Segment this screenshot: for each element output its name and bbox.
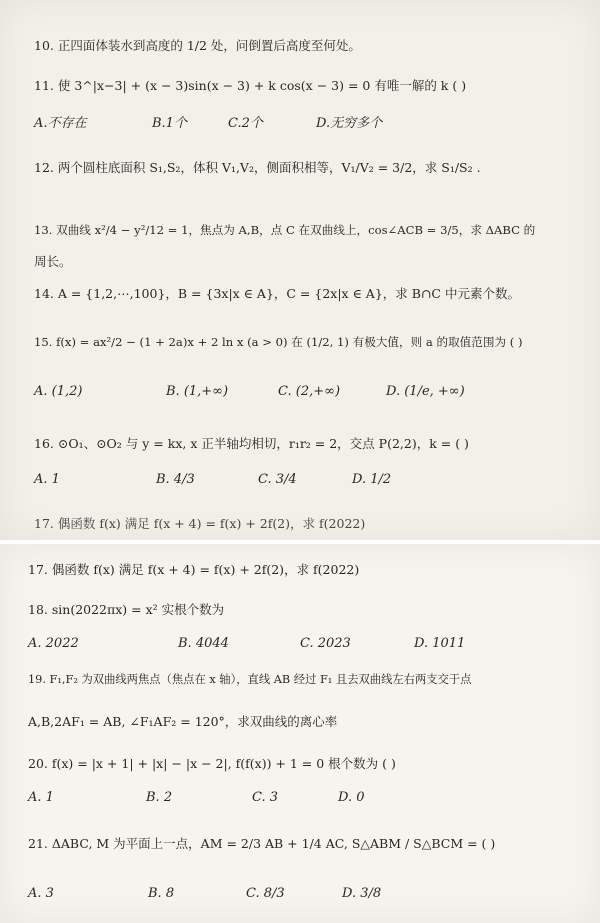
question-16: 16. ⊙O₁、⊙O₂ 与 y = kx, x 正半轴均相切，r₁r₂ = 2，交点 P(2,2)，k = ( ) — [34, 436, 469, 451]
question-11: 11. 使 3^|x−3| + (x − 3)sin(x − 3) + k cos(x − 3) = 0 有唯一解的 k ( ) — [34, 78, 467, 93]
q20-option-d: D. 0 — [338, 790, 365, 805]
question-10: 10. 正四面体装水到高度的 1/2 处，问倒置后高度至何处。 — [34, 38, 361, 53]
question-21: 21. ΔABC, M 为平面上一点，AM = 2/3 AB + 1/4 AC, S△ABM / S△BCM = ( ) — [28, 836, 496, 851]
exam-photo-bottom — [0, 544, 600, 923]
question-17-partial: 17. 偶函数 f(x) 满足 f(x + 4) = f(x) + 2f(2)，求 f(2022) — [34, 516, 366, 531]
question-19-line1: 19. F₁,F₂ 为双曲线两焦点（焦点在 x 轴），直线 AB 经过 F₁ 且去双曲线左右两支交于点 — [28, 673, 472, 686]
q21-option-b: B. 8 — [148, 886, 175, 901]
q11-option-d: D.无穷多个 — [316, 116, 383, 131]
question-13-line2: 周长。 — [34, 254, 72, 269]
q15-option-b: B. (1,+∞) — [166, 384, 229, 399]
q16-option-d: D. 1/2 — [352, 472, 392, 487]
question-19-line2: A,B,2AF₁ = AB, ∠F₁AF₂ = 120°，求双曲线的离心率 — [28, 714, 338, 729]
q20-option-c: C. 3 — [252, 790, 279, 805]
q11-option-c: C.2个 — [228, 116, 263, 131]
q16-option-c: C. 3/4 — [258, 472, 297, 487]
q21-option-a: A. 3 — [28, 886, 54, 901]
q20-option-b: B. 2 — [146, 790, 173, 805]
question-15: 15. f(x) = ax²/2 − (1 + 2a)x + 2 ln x (a > 0) 在 (1/2, 1) 有极大值，则 a 的取值范围为 ( ) — [34, 335, 523, 349]
q21-option-d: D. 3/8 — [342, 886, 382, 901]
question-17: 17. 偶函数 f(x) 满足 f(x + 4) = f(x) + 2f(2)，求 f(2022) — [28, 562, 360, 577]
question-13-line1: 13. 双曲线 x²/4 − y²/12 = 1，焦点为 A,B，点 C 在双曲线上，cos∠ACB = 3/5，求 ΔABC 的 — [34, 223, 536, 237]
question-20: 20. f(x) = |x + 1| + |x| − |x − 2|, f(f(x)) + 1 = 0 根个数为 ( ) — [28, 756, 396, 771]
question-14: 14. A = {1,2,⋯,100}，B = {3x|x ∈ A}，C = {2x|x ∈ A}，求 B∩C 中元素个数。 — [34, 286, 520, 301]
q18-option-d: D. 1011 — [414, 636, 466, 651]
q18-option-b: B. 4044 — [178, 636, 229, 651]
q15-option-a: A. (1,2) — [34, 384, 83, 399]
question-18: 18. sin(2022πx) = x² 实根个数为 — [28, 602, 225, 617]
q18-option-a: A. 2022 — [28, 636, 79, 651]
question-12: 12. 两个圆柱底面积 S₁,S₂，体积 V₁,V₂，侧面积相等，V₁/V₂ = 3/2，求 S₁/S₂ . — [34, 160, 481, 175]
q16-option-a: A. 1 — [34, 472, 60, 487]
q18-option-c: C. 2023 — [300, 636, 351, 651]
q16-option-b: B. 4/3 — [156, 472, 195, 487]
q11-option-a: A.不存在 — [34, 116, 87, 131]
q11-option-b: B.1个 — [152, 116, 187, 131]
q20-option-a: A. 1 — [28, 790, 54, 805]
q15-option-c: C. (2,+∞) — [278, 384, 341, 399]
q21-option-c: C. 8/3 — [246, 886, 285, 901]
q15-option-d: D. (1/e, +∞) — [386, 384, 465, 399]
